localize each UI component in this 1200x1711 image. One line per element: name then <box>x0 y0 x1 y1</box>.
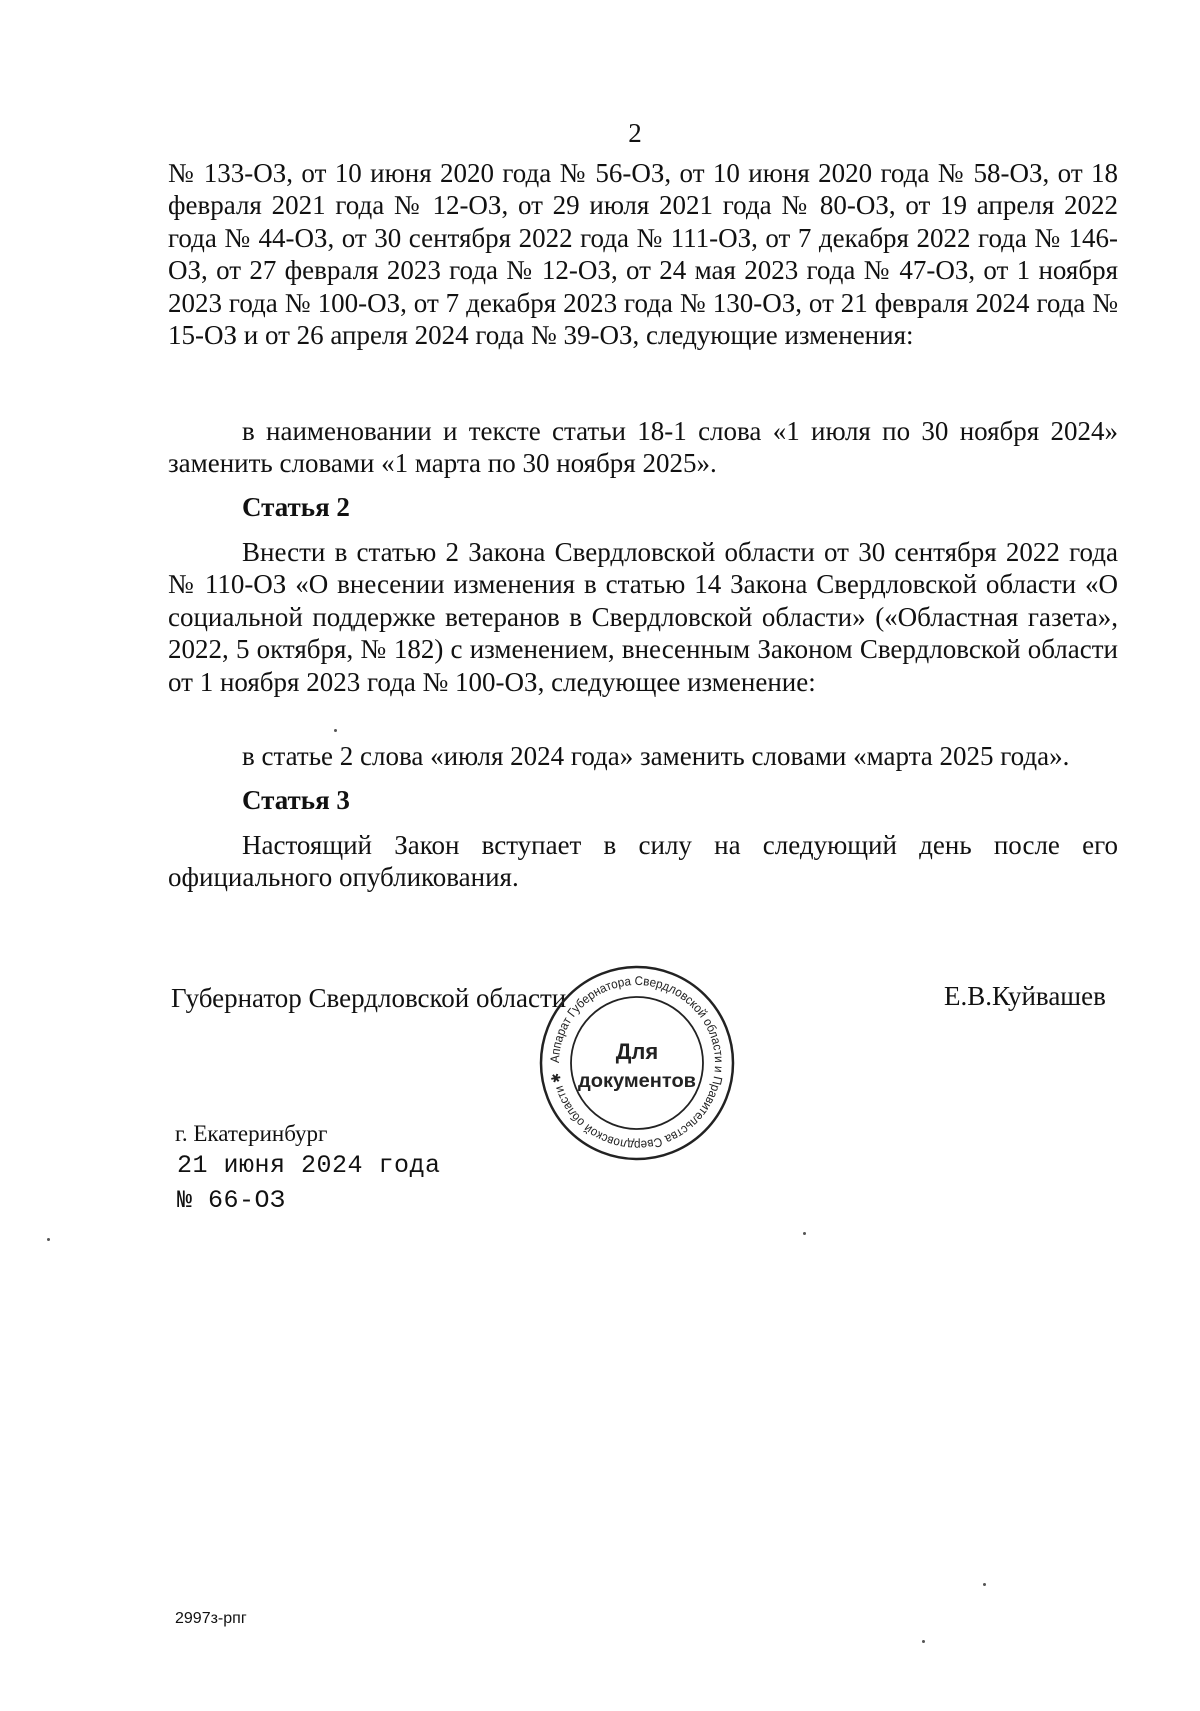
scan-speck <box>983 1583 986 1586</box>
article-3-heading: Статья 3 <box>242 785 350 815</box>
scan-speck <box>47 1238 50 1241</box>
stamp-center-line-2: документов <box>578 1071 696 1092</box>
document-code: 2997з-рпг <box>175 1610 247 1627</box>
page-number: 2 <box>628 118 642 148</box>
official-stamp <box>537 963 737 1163</box>
amendment-1-paragraph: в наименовании и тексте статьи 18-1 слова «1 июля по 30 ноября 2024» заменить словами «1 марта по 30 ноября 2025». <box>168 416 1118 479</box>
place-of-signing: г. Екатеринбург <box>175 1121 328 1146</box>
article-2-body: Внести в статью 2 Закона Свердловской области от 30 сентября 2022 года № 110-ОЗ «О внесении изменения в статью 14 Закона Свердловской области «О социальной поддержке ветеранов в Свердловской области» («Областная газета», 2022, 5 октября, № 182) с изменением, внесенным Законом Свердловской области от 1 ноября 2023 года № 100-ОЗ, следующее изменение: <box>168 537 1118 697</box>
scan-speck <box>334 729 337 732</box>
stamp-ring-text: Аппарат Губернатора Свердловской области и Правительства Свердловской области ✱ <box>547 973 727 1153</box>
signatory-position: Губернатор Свердловской области <box>171 983 567 1013</box>
intro-paragraph: № 133-ОЗ, от 10 июня 2020 года № 56-ОЗ, от 10 июня 2020 года № 58-ОЗ, от 18 февраля 2021 года № 12-ОЗ, от 29 июля 2021 года № 80-ОЗ, от 19 апреля 2022 года № 44-ОЗ, от 30 сентября 2022 года № 111-ОЗ, от 7 декабря 2022 года № 146-ОЗ, от 27 февраля 2023 года № 12-ОЗ, от 24 мая 2023 года № 47-ОЗ, от 1 ноября 2023 года № 100-ОЗ, от 7 декабря 2023 года № 130-ОЗ, от 21 февраля 2024 года № 15-ОЗ и от 26 апреля 2024 года № 39-ОЗ, следующие изменения: <box>168 158 1118 351</box>
stamp-center-line-1: Для <box>615 1039 659 1064</box>
scan-speck <box>922 1640 925 1643</box>
stamp-seal-graphic <box>537 963 737 1163</box>
signatory-name: Е.В.Куйвашев <box>944 981 1106 1011</box>
article-3-body: Настоящий Закон вступает в силу на следующий день после его официального опубликования. <box>168 830 1118 893</box>
law-number: № 66-ОЗ <box>177 1186 286 1215</box>
amendment-2-paragraph: в статье 2 слова «июля 2024 года» заменить словами «марта 2025 года». <box>242 741 1070 771</box>
scan-speck <box>803 1232 806 1235</box>
article-2-heading: Статья 2 <box>242 492 350 522</box>
signing-date: 21 июня 2024 года <box>177 1151 441 1180</box>
